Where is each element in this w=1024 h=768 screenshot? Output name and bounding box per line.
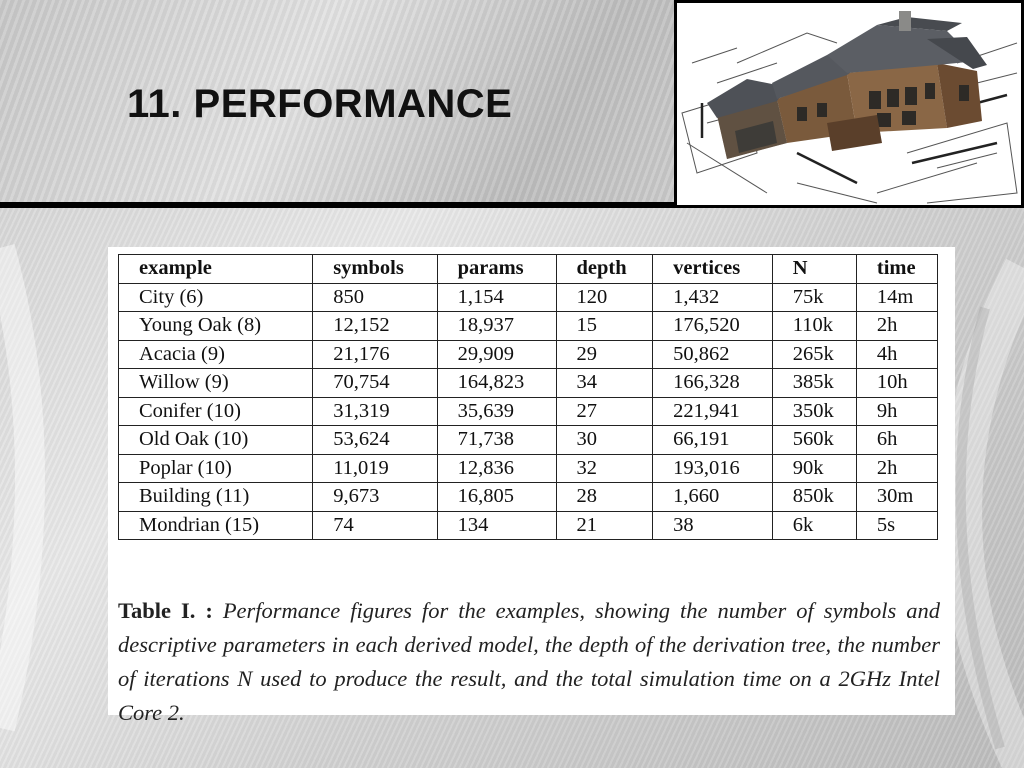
table-cell: 6k	[772, 511, 856, 540]
table-cell: 850	[313, 283, 437, 312]
slide-title: 11. PERFORMANCE	[127, 82, 513, 126]
table-cell: 74	[313, 511, 437, 540]
table-cell: 120	[556, 283, 653, 312]
table-cell: 16,805	[437, 483, 556, 512]
table-cell: 560k	[772, 426, 856, 455]
table-row	[119, 426, 938, 455]
table-cell: Conifer (10)	[119, 397, 313, 426]
table-cell: 21,176	[313, 340, 437, 369]
table-cell: Willow (9)	[119, 369, 313, 398]
table-cell: 50,862	[653, 340, 773, 369]
table-cell: Poplar (10)	[119, 454, 313, 483]
table-cell: 850k	[772, 483, 856, 512]
table-cell: Mondrian (15)	[119, 511, 313, 540]
table-row	[119, 454, 938, 483]
table-cell: 28	[556, 483, 653, 512]
table-row	[119, 397, 938, 426]
table-cell: 53,624	[313, 426, 437, 455]
table-cell: 34	[556, 369, 653, 398]
table-cell: Old Oak (10)	[119, 426, 313, 455]
house-blueprint-image	[677, 3, 1021, 205]
house-image-frame	[674, 0, 1024, 208]
table-cell: 5s	[856, 511, 937, 540]
table-cell: 12,152	[313, 312, 437, 341]
table-cell: 1,154	[437, 283, 556, 312]
table-cell: 166,328	[653, 369, 773, 398]
performance-table	[118, 254, 938, 540]
table-cell: 38	[653, 511, 773, 540]
table-cell: 29,909	[437, 340, 556, 369]
table-cell: 21	[556, 511, 653, 540]
table-cell: 110k	[772, 312, 856, 341]
table-cell: Acacia (9)	[119, 340, 313, 369]
table-cell: 350k	[772, 397, 856, 426]
caption-label: Table I. :	[118, 597, 213, 623]
table-row	[119, 340, 938, 369]
table-cell: 265k	[772, 340, 856, 369]
table-caption	[118, 594, 940, 730]
table-cell: 1,660	[653, 483, 773, 512]
table-cell: 14m	[856, 283, 937, 312]
table-cell: 12,836	[437, 454, 556, 483]
table-cell: 9,673	[313, 483, 437, 512]
table-cell: 27	[556, 397, 653, 426]
column-header: time	[856, 255, 937, 284]
column-header: vertices	[653, 255, 773, 284]
table-cell: 2h	[856, 312, 937, 341]
table-cell: 10h	[856, 369, 937, 398]
table-cell: 32	[556, 454, 653, 483]
table-cell: 193,016	[653, 454, 773, 483]
column-header: params	[437, 255, 556, 284]
table-cell: 18,937	[437, 312, 556, 341]
table-panel	[108, 247, 955, 725]
table-cell: 35,639	[437, 397, 556, 426]
table-header-row	[119, 255, 938, 284]
table-cell: 9h	[856, 397, 937, 426]
table-cell: 90k	[772, 454, 856, 483]
column-header: depth	[556, 255, 653, 284]
table-cell: 70,754	[313, 369, 437, 398]
table-cell: 30	[556, 426, 653, 455]
table-cell: 2h	[856, 454, 937, 483]
column-header: symbols	[313, 255, 437, 284]
table-cell: Building (11)	[119, 483, 313, 512]
table-cell: Young Oak (8)	[119, 312, 313, 341]
table-row	[119, 369, 938, 398]
table-cell: 75k	[772, 283, 856, 312]
table-row	[119, 511, 938, 540]
table-cell: 1,432	[653, 283, 773, 312]
column-header: N	[772, 255, 856, 284]
table-cell: 164,823	[437, 369, 556, 398]
caption-text: Performance figures for the examples, showing the number of symbols and descriptive parameters in each derived model, the depth of the derivation tree, the number of iterations N used to produce the result, and the total simulation time on a 2GHz Intel Core 2.	[118, 597, 940, 725]
table-cell: City (6)	[119, 283, 313, 312]
table-cell: 134	[437, 511, 556, 540]
table-cell: 385k	[772, 369, 856, 398]
table-row	[119, 483, 938, 512]
table-cell: 31,319	[313, 397, 437, 426]
table-cell: 30m	[856, 483, 937, 512]
table-cell: 66,191	[653, 426, 773, 455]
table-cell: 221,941	[653, 397, 773, 426]
table-row	[119, 312, 938, 341]
table-cell: 71,738	[437, 426, 556, 455]
table-cell: 11,019	[313, 454, 437, 483]
table-cell: 6h	[856, 426, 937, 455]
table-cell: 4h	[856, 340, 937, 369]
table-cell: 29	[556, 340, 653, 369]
table-row	[119, 283, 938, 312]
table-cell: 176,520	[653, 312, 773, 341]
column-header: example	[119, 255, 313, 284]
table-cell: 15	[556, 312, 653, 341]
